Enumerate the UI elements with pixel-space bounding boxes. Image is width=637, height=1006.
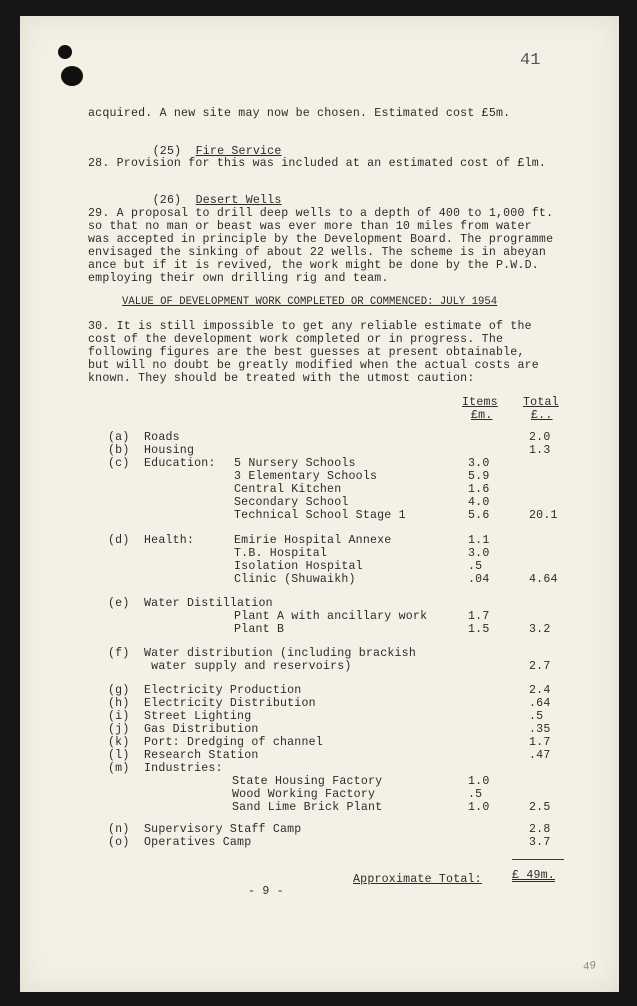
page-number: 41 xyxy=(520,51,541,70)
row-letter: (l) xyxy=(108,749,130,762)
row-total-value: .47 xyxy=(529,749,551,762)
row-sub-item: Wood Working Factory xyxy=(232,788,376,801)
row-sub-item: 5 Nursery Schools xyxy=(234,457,356,470)
row-total-value: 2.8 xyxy=(529,823,551,836)
row-total-value: 3.2 xyxy=(529,623,551,636)
text-line: acquired. A new site may now be chosen. Estimated cost £5m. xyxy=(88,107,511,120)
row-sub-item: Technical School Stage 1 xyxy=(234,509,406,522)
row-letter: (h) xyxy=(108,697,130,710)
approximate-total-label: Approximate Total: xyxy=(353,873,482,886)
row-letter: (b) xyxy=(108,444,130,457)
row-total-value: 1.3 xyxy=(529,444,551,457)
text-line: but will no doubt be greatly modified when the actual costs are xyxy=(88,359,539,372)
row-sub-item: 3 Elementary Schools xyxy=(234,470,378,483)
row-sub-item: Emirie Hospital Annexe xyxy=(234,534,392,547)
row-item-value: 5.9 xyxy=(468,470,490,483)
row-letter: (n) xyxy=(108,823,130,836)
row-sub-item: T.B. Hospital xyxy=(234,547,328,560)
row-sub-item: Isolation Hospital xyxy=(234,560,363,573)
row-letter: (o) xyxy=(108,836,130,849)
row-label: Water distribution (including brackish xyxy=(144,647,416,660)
row-item-value: 1.7 xyxy=(468,610,490,623)
row-item-value: 4.0 xyxy=(468,496,490,509)
text-line: so that no man or beast was ever more than 10 miles from water xyxy=(88,220,532,233)
row-label: Education: xyxy=(144,457,216,470)
pencil-annotation: 49 xyxy=(582,959,598,975)
row-total-value: 2.4 xyxy=(529,684,551,697)
text-line: envisaged the sinking of about 22 wells. The scheme is in abeyan xyxy=(88,246,547,259)
document-page xyxy=(20,16,619,992)
total-column-header: Total xyxy=(523,396,559,409)
row-letter: (g) xyxy=(108,684,130,697)
row-sub-item: Plant B xyxy=(234,623,285,636)
row-item-value: 1.5 xyxy=(468,623,490,636)
row-label: Port: Dredging of channel xyxy=(144,736,323,749)
row-letter: (c) xyxy=(108,457,130,470)
row-item-value: .04 xyxy=(468,573,490,586)
row-label: Operatives Camp xyxy=(144,836,252,849)
row-letter: (a) xyxy=(108,431,130,444)
text-line: 29. A proposal to drill deep wells to a depth of 400 to 1,000 ft. xyxy=(88,207,554,220)
items-column-header: Items xyxy=(462,396,498,409)
row-sub-item: Secondary School xyxy=(234,496,349,509)
punch-hole-bottom xyxy=(61,66,83,86)
row-sub-item: State Housing Factory xyxy=(232,775,383,788)
row-label: water supply and reservoirs) xyxy=(144,660,352,673)
row-label: Industries: xyxy=(144,762,223,775)
text-line: ance but if it is revived, the work might be done by the P.W.D. xyxy=(88,259,539,272)
punch-hole-top xyxy=(58,45,72,59)
row-item-value: 1.1 xyxy=(468,534,490,547)
row-letter: (d) xyxy=(108,534,130,547)
row-item-value: .5 xyxy=(468,788,483,801)
row-label: Housing xyxy=(144,444,195,457)
row-total-value: 20.1 xyxy=(529,509,558,522)
row-label: Research Station xyxy=(144,749,259,762)
row-total-value: 2.7 xyxy=(529,660,551,673)
section-number: (25) xyxy=(152,144,182,158)
row-label: Supervisory Staff Camp xyxy=(144,823,302,836)
row-letter: (e) xyxy=(108,597,130,610)
total-column-unit: £.. xyxy=(531,409,553,422)
section-number: (26) xyxy=(152,193,182,207)
row-total-value: 1.7 xyxy=(529,736,551,749)
row-letter: (j) xyxy=(108,723,130,736)
row-sub-item: Sand Lime Brick Plant xyxy=(232,801,383,814)
row-item-value: .5 xyxy=(468,560,483,573)
row-total-value: 3.7 xyxy=(529,836,551,849)
footer-page-number: - 9 - xyxy=(248,885,284,898)
row-letter: (k) xyxy=(108,736,130,749)
text-line: cost of the development work completed or in progress. The xyxy=(88,333,504,346)
row-label: Street Lighting xyxy=(144,710,252,723)
row-item-value: 3.0 xyxy=(468,457,490,470)
text-line: employing their own drilling rig and team. xyxy=(88,272,389,285)
section-heading: VALUE OF DEVELOPMENT WORK COMPLETED OR COMMENCED: JULY 1954 xyxy=(122,296,498,308)
section-title: Fire Service xyxy=(195,144,282,158)
row-item-value: 3.0 xyxy=(468,547,490,560)
row-letter: (f) xyxy=(108,647,130,660)
row-total-value: .64 xyxy=(529,697,551,710)
section-title: Desert Wells xyxy=(195,193,282,207)
row-item-value: 1.0 xyxy=(468,801,490,814)
row-sub-item: Clinic (Shuwaikh) xyxy=(234,573,356,586)
text-line: was accepted in principle by the Development Board. The programme xyxy=(88,233,554,246)
row-total-value: .5 xyxy=(529,710,544,723)
row-label: Electricity Production xyxy=(144,684,302,697)
row-item-value: 5.6 xyxy=(468,509,490,522)
row-label: Water Distillation xyxy=(144,597,273,610)
approximate-total-value: £ 49m. xyxy=(512,869,555,882)
row-label: Health: xyxy=(144,534,195,547)
total-rule xyxy=(512,859,564,860)
row-total-value: .35 xyxy=(529,723,551,736)
text-line: 30. It is still impossible to get any reliable estimate of the xyxy=(88,320,532,333)
row-item-value: 1.6 xyxy=(468,483,490,496)
row-total-value: 2.0 xyxy=(529,431,551,444)
row-total-value: 2.5 xyxy=(529,801,551,814)
items-column-unit: £m. xyxy=(471,409,493,422)
row-sub-item: Plant A with ancillary work xyxy=(234,610,428,623)
paragraph-28: 28. Provision for this was included at an estimated cost of £lm. xyxy=(88,157,547,170)
row-letter: (m) xyxy=(108,762,130,775)
row-label: Gas Distribution xyxy=(144,723,259,736)
row-label: Roads xyxy=(144,431,180,444)
row-letter: (i) xyxy=(108,710,130,723)
text-line: known. They should be treated with the utmost caution: xyxy=(88,372,475,385)
row-sub-item: Central Kitchen xyxy=(234,483,342,496)
row-item-value: 1.0 xyxy=(468,775,490,788)
row-label: Electricity Distribution xyxy=(144,697,316,710)
row-total-value: 4.64 xyxy=(529,573,558,586)
text-line: following figures are the best guesses at present obtainable, xyxy=(88,346,525,359)
